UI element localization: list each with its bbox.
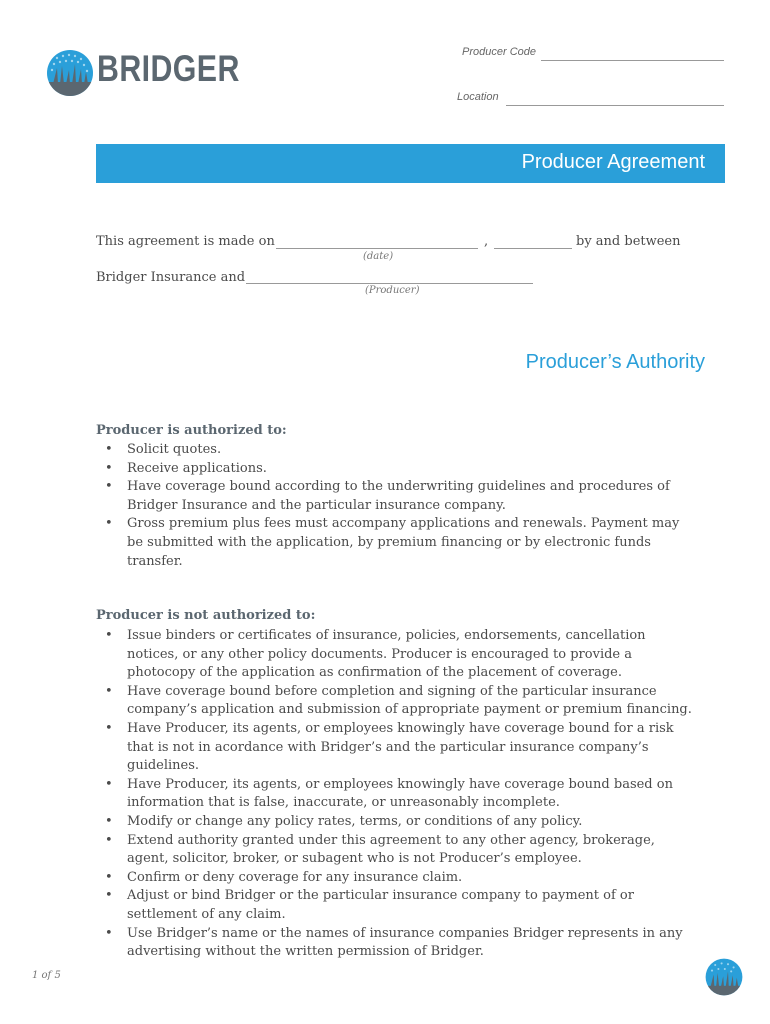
authorized-heading: Producer is authorized to:	[96, 423, 287, 438]
list-item: • Modify or change any policy rates, terms, or conditions of any policy.	[96, 813, 700, 832]
list-item: • Adjust or bind Bridger or the particular insurance company to payment of or settlement of any claim.	[96, 887, 700, 924]
bridger-insurance-and-text: Bridger Insurance and	[96, 270, 246, 285]
not-authorized-list	[96, 627, 700, 962]
agreement-made-on-text: This agreement is made on	[96, 234, 275, 249]
list-item: • Confirm or deny coverage for any insurance claim.	[96, 869, 700, 888]
title-banner	[96, 144, 725, 183]
comma: ,	[484, 234, 489, 249]
producer-name-field[interactable]	[246, 283, 533, 284]
list-item: • Extend authority granted under this agreement to any other agency, brokerage, agent, solicitor, broker, or subagent who is not Producer’s employee.	[96, 832, 700, 869]
not-authorized-heading: Producer is not authorized to:	[96, 608, 316, 623]
bridger-logo	[45, 44, 240, 100]
list-item: • Issue binders or certificates of insurance, policies, endorsements, cancellation notices, or any other policy documents. Producer is encouraged to provide a photocopy of the application as confirmation of the placement of coverage.	[96, 627, 700, 683]
list-item: • Have Producer, its agents, or employees knowingly have coverage bound for a risk that is not in acordance with Bridger’s and the particular insurance company’s guidelines.	[96, 720, 700, 776]
authorized-list	[96, 441, 696, 571]
page-title: Producer Agreement	[521, 151, 705, 173]
producer-code-field[interactable]	[541, 60, 724, 61]
location-label: Location	[457, 91, 499, 103]
date-caption: (date)	[363, 251, 394, 262]
section-title-producers-authority: Producer’s Authority	[525, 351, 705, 373]
list-item: • Gross premium plus fees must accompany applications and renewals. Payment may be submitted with the application, by premium financing or by electronic funds transfer.	[96, 515, 696, 571]
list-item: • Have coverage bound according to the underwriting guidelines and procedures of Bridger Insurance and the particular insurance company.	[96, 478, 696, 515]
agreement-year-field[interactable]	[494, 248, 572, 249]
list-item: • Solicit quotes.	[96, 441, 696, 460]
bridger-logo-icon	[45, 48, 95, 98]
producer-caption: (Producer)	[365, 285, 420, 296]
by-and-between-text: by and between	[576, 234, 681, 249]
page-number: 1 of 5	[32, 970, 61, 981]
producer-code-label: Producer Code	[462, 46, 536, 58]
logo-wordmark: BRIDGER	[97, 48, 240, 89]
agreement-date-field[interactable]	[276, 248, 478, 249]
location-field[interactable]	[506, 105, 724, 106]
list-item: • Receive applications.	[96, 460, 696, 479]
list-item: • Use Bridger’s name or the names of insurance companies Bridger represents in any advertising without the written permission of Bridger.	[96, 925, 700, 962]
list-item: • Have Producer, its agents, or employees knowingly have coverage bound based on information that is false, inaccurate, or unreasonably incomplete.	[96, 776, 700, 813]
bridger-footer-logo-icon	[704, 957, 744, 997]
list-item: • Have coverage bound before completion and signing of the particular insurance company’s application and submission of appropriate payment or premium financing.	[96, 683, 700, 720]
